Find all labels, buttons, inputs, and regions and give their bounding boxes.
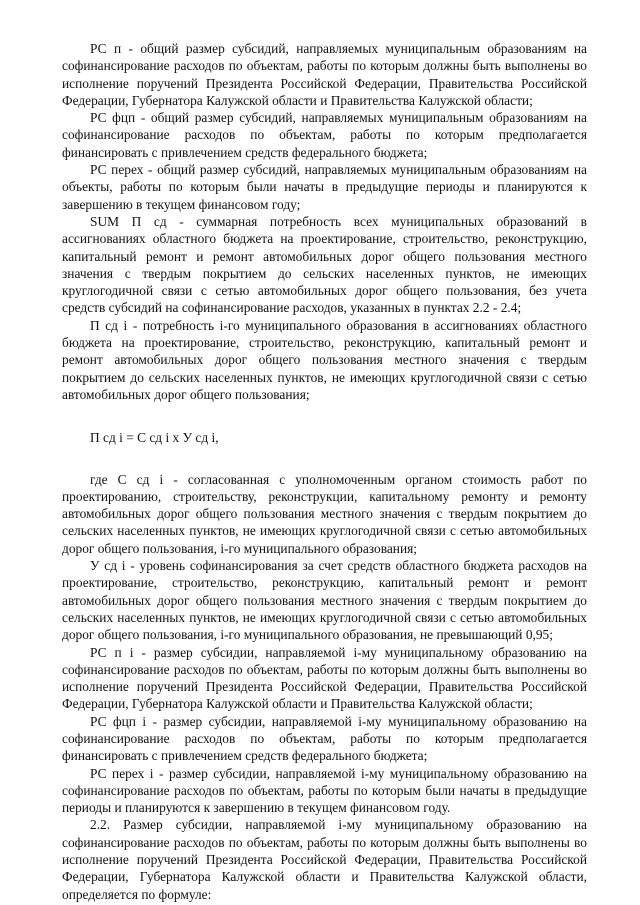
- paragraph-rs-fcp: РС фцп - общий размер субсидий, направляемых муниципальным образованиям на софинансирование расходов по объектам, работы по которым предполагается финансировать с привлечением средств федерального бюджета;: [62, 110, 587, 160]
- paragraph-rs-p-i: РС п i - размер субсидии, направляемой i-му муниципальному образованию на софинансирование расходов по объектам, работы по которым должны быть выполнены во исполнение поручений Президента Российской Федерации, Правительства Российской Федерации, Губернатора Калужской области и Правительства Калужской области;: [62, 644, 587, 712]
- paragraph-rs-perekh: РС перех - общий размер субсидий, направляемых муниципальным образованиям на объекты, работы по которым были начаты в предыдущие периоды и планируются к завершению в текущем финансовом году;: [62, 162, 587, 212]
- paragraph-p-sd-i: П сд i - потребность i-го муниципального образования в ассигнованиях областного бюджета на проектирование, строительство, реконструкцию, капитальный ремонт и ремонт автомобильных дорог общего пользования местного значения с твердым покрытием до сельских населенных пунктов, не имеющих круглогодичной связи с сетью автомобильных дорог общего пользования;: [62, 317, 587, 402]
- paragraph-2-2: 2.2. Размер субсидии, направляемой i-му муниципальному образованию на софинансирование расходов по объектам, работы по которым должны быть выполнены во исполнение поручений Президента Российской Федерации, Правительства Российской Федерации, Губернатора Калужской области и Правительства Калужской области, определяется по формуле:: [62, 817, 587, 902]
- paragraph-rs-fcp-i: РС фцп i - размер субсидии, направляемой i-му муниципальному образованию на софинансирование расходов по объектам, работы по которым предполагается финансировать с привлечением средств федерального бюджета;: [62, 713, 587, 764]
- paragraph-rs-perekh-i: РС перех i - размер субсидии, направляемой i-му муниципальному образованию на софинансирование расходов по объектам, работы по которым были начаты в предыдущие периоды и планируются к завершению в текущем финансовом году.: [62, 765, 587, 816]
- paragraph-c-sd-i: где С сд i - согласованная с уполномоченным органом стоимость работ по проектированию, строительству, реконструкции, капитальному ремонту и ремонту автомобильных дорог общего пользования местного значения с твердым покрытием до сельских населенных пунктов, не имеющих круглогодичной связи с сетью автомобильных дорог общего пользования, i-го муниципального образования;: [62, 471, 587, 556]
- document-page: [62, 40, 587, 903]
- paragraph-rs-p: РС п - общий размер субсидий, направляемых муниципальным образованиям на софинансирование расходов по объектам, работы по которым должны быть выполнены во исполнение поручений Президента Российской Федерации, Правительства Российской Федерации, Губернатора Калужской области и Правительства Калужской области;: [62, 41, 587, 108]
- paragraph-sum-p-sd: SUM П сд - суммарная потребность всех муниципальных образований в ассигнованиях областного бюджета на проектирование, строительство, реконструкцию, капитальный ремонт и ремонт автомобильных дорог общего пользования местного значения с твердым покрытием до сельских населенных пунктов, не имеющих круглогодичной связи с сетью автомобильных дорог общего пользования, без учета средств субсидий на софинансирование расходов, указанных в пунктах 2.2 - 2.4;: [62, 213, 587, 316]
- formula: П сд i = С сд i х У сд i,: [90, 430, 219, 446]
- paragraph-u-sd-i: У сд i - уровень софинансирования за счет средств областного бюджета расходов на проектирование, строительство, реконструкцию, капитальный ремонт и ремонт автомобильных дорог общего пользования местного значения с твердым покрытием до сельских населенных пунктов, не имеющих круглогодичной связи с сетью автомобильных дорог общего пользования, i-го муниципального образования, не превышающий 0,95;: [62, 558, 587, 643]
